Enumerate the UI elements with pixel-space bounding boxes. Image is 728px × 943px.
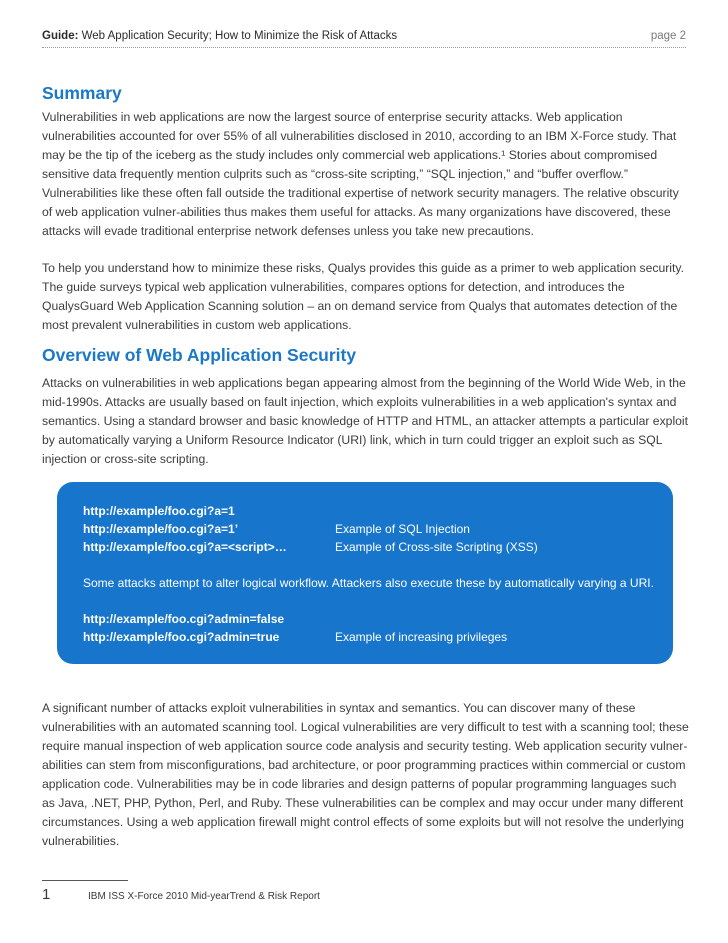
summary-paragraph-2: To help you understand how to minimize these risks, Qualys provides this guide as a primer to web application security. The guide surveys typical web application vulnerabilities, compares options for detection, and introduces the QualysGuard Web Application Scanning solution – an on demand service from Qualys that automates detection of the most prevalent vulnerabilities in custom web applications.	[42, 261, 684, 332]
attack-examples-box	[57, 482, 673, 664]
example-url: http://example/foo.cgi?a=1’	[83, 522, 239, 536]
page-header	[42, 30, 686, 42]
example-url: http://example/foo.cgi?a=1	[83, 504, 235, 518]
header-guide	[42, 30, 397, 42]
example-line	[83, 612, 335, 626]
header-guide-title: Web Application Security; How to Minimize the Risk of Attacks	[81, 30, 398, 42]
example-line	[83, 504, 335, 518]
example-line	[83, 630, 507, 644]
overview-paragraph-1: Attacks on vulnerabilities in web applications began appearing almost from the beginning of the World Wide Web, in the mid-1990s. Attacks are usually based on fault injection, which exploits vulnerabilities in a web application's syntax and semantics. Using a standard browser and basic knowledge of HTTP and HTML, an attacker attempts a particular exploit by automatically varying a Uniform Resource Indicator (URI) link, which in turn could trigger an exploit such as SQL injection or cross-site scripting.	[42, 376, 689, 466]
examples-note: Some attacks attempt to alter logical workflow. Attackers also execute these by automatically varying a URI.	[83, 576, 654, 590]
header-divider	[42, 47, 686, 48]
page-number: page 2	[650, 30, 686, 42]
summary-heading: Summary	[42, 83, 122, 103]
footnote-divider	[42, 880, 128, 881]
example-url: http://example/foo.cgi?a=<script>…	[83, 540, 287, 554]
header-guide-label: Guide:	[42, 30, 79, 42]
footnote-text: IBM ISS X-Force 2010 Mid-yearTrend & Risk Report	[88, 891, 320, 902]
example-url: http://example/foo.cgi?admin=true	[83, 630, 280, 644]
example-line	[83, 522, 470, 536]
footnote	[42, 886, 320, 903]
example-description: Example of increasing privileges	[335, 630, 508, 644]
summary-paragraph-1: Vulnerabilities in web applications are now the largest source of enterprise security attacks. Web application vulnerabilities accounted for over 55% of all vulnerabilities disclosed in 2010, according to an IBM X-Force study. That may be the tip of the iceberg as the study includes only commercial web applications.¹ Stories about compromised sensitive data frequently mention culprits such as “cross-site scripting,” “SQL injection,” and “buffer overflow.” Vulnerabilities like these often fall outside the traditional expertise of network security managers. The relative obscurity of web application vulner-abilities thus makes them useful for attacks. As many organizations have discovered, these attacks will evade traditional enterprise network defenses unless you take new precautions.	[42, 110, 679, 238]
overview-heading: Overview of Web Application Security	[42, 345, 357, 365]
overview-paragraph-2: A significant number of attacks exploit vulnerabilities in syntax and semantics. You can discover many of these vulnerabilities with an automated scanning tool. Logical vulnerabilities are very difficult to test with a scanning tool; these require manual inspection of web application source code analysis and security testing. Web application security vulner-abilities can stem from misconfigurations, bad architecture, or poor programming practices within commercial or custom application code. Vulnerabilities may be in code libraries and design patterns of popular programming languages such as Java, .NET, PHP, Python, Perl, and Ruby. These vulnerabilities can be complex and may occur under many different circumstances. Using a web application firewall might control effects of some exploits but will not resolve the underlying vulnerabilities.	[42, 701, 689, 848]
example-description: Example of SQL Injection	[335, 522, 470, 536]
example-url: http://example/foo.cgi?admin=false	[83, 612, 285, 626]
footnote-number: 1	[42, 886, 51, 903]
example-description: Example of Cross-site Scripting (XSS)	[335, 540, 538, 554]
example-line	[83, 540, 538, 554]
